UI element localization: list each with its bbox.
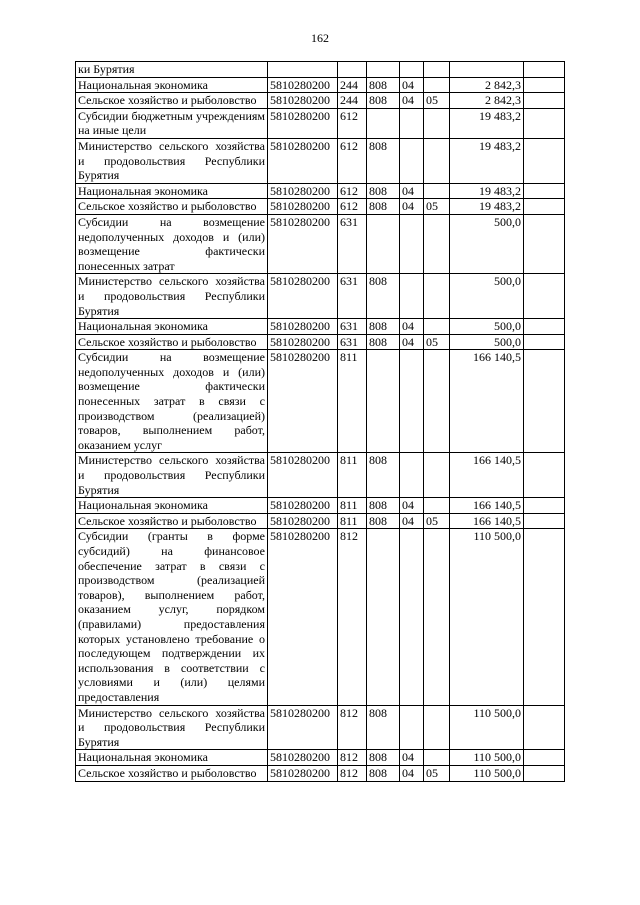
table-row <box>76 453 565 498</box>
row-name: Субсидии на возмещение недополученных доходов и (или) возмещение фактически понесенных затрат в связи с производством (реализацией) товаров, выполнением работ, оказанием услуг <box>76 350 268 453</box>
row-amount-extra <box>524 138 565 183</box>
row-amount-extra <box>524 93 565 109</box>
row-amount-extra <box>524 453 565 498</box>
row-ministry-code: 808 <box>367 93 400 109</box>
row-amount: 166 140,5 <box>450 453 524 498</box>
row-ministry-code: 808 <box>367 750 400 766</box>
row-subsection: 05 <box>424 199 450 215</box>
row-section <box>400 108 424 138</box>
row-section: 04 <box>400 93 424 109</box>
row-section: 04 <box>400 77 424 93</box>
row-ministry-code: 808 <box>367 138 400 183</box>
row-amount-extra <box>524 498 565 514</box>
row-name: Министерство сельского хозяйства и продовольствия Республики Бурятия <box>76 453 268 498</box>
row-subsection <box>424 138 450 183</box>
row-ministry-code: 808 <box>367 319 400 335</box>
row-expense-type: 612 <box>338 199 367 215</box>
row-ministry-code <box>367 108 400 138</box>
row-amount-extra <box>524 62 565 78</box>
row-target-code: 5810280200 <box>268 529 338 705</box>
budget-table-body <box>76 62 565 782</box>
table-row <box>76 108 565 138</box>
row-subsection <box>424 274 450 319</box>
table-row <box>76 705 565 750</box>
row-section <box>400 529 424 705</box>
row-ministry-code: 808 <box>367 513 400 529</box>
row-expense-type: 812 <box>338 765 367 781</box>
row-subsection: 05 <box>424 93 450 109</box>
row-ministry-code: 808 <box>367 77 400 93</box>
row-target-code: 5810280200 <box>268 108 338 138</box>
row-target-code: 5810280200 <box>268 319 338 335</box>
row-name: Сельское хозяйство и рыболовство <box>76 513 268 529</box>
row-amount: 500,0 <box>450 319 524 335</box>
row-name: Национальная экономика <box>76 319 268 335</box>
row-section <box>400 350 424 453</box>
row-expense-type: 811 <box>338 498 367 514</box>
row-amount-extra <box>524 705 565 750</box>
table-row <box>76 765 565 781</box>
row-subsection <box>424 183 450 199</box>
row-amount-extra <box>524 77 565 93</box>
row-amount: 19 483,2 <box>450 199 524 215</box>
row-name: Субсидии на возмещение недополученных доходов и (или) возмещение фактически понесенных затрат <box>76 214 268 273</box>
row-subsection <box>424 108 450 138</box>
row-name: Министерство сельского хозяйства и продовольствия Республики Бурятия <box>76 705 268 750</box>
row-section <box>400 274 424 319</box>
row-expense-type: 811 <box>338 350 367 453</box>
row-subsection <box>424 705 450 750</box>
table-row <box>76 513 565 529</box>
table-row <box>76 77 565 93</box>
row-target-code: 5810280200 <box>268 214 338 273</box>
row-amount: 500,0 <box>450 214 524 273</box>
row-amount-extra <box>524 214 565 273</box>
row-ministry-code <box>367 350 400 453</box>
row-amount-extra <box>524 274 565 319</box>
table-row <box>76 214 565 273</box>
row-subsection <box>424 319 450 335</box>
row-amount: 110 500,0 <box>450 705 524 750</box>
row-target-code: 5810280200 <box>268 334 338 350</box>
row-expense-type: 812 <box>338 529 367 705</box>
row-amount: 500,0 <box>450 274 524 319</box>
row-name: Национальная экономика <box>76 750 268 766</box>
row-subsection <box>424 214 450 273</box>
row-amount: 110 500,0 <box>450 529 524 705</box>
row-name: Национальная экономика <box>76 183 268 199</box>
row-name: Сельское хозяйство и рыболовство <box>76 199 268 215</box>
row-target-code <box>268 62 338 78</box>
row-name: Субсидии бюджетным учреждениям на иные цели <box>76 108 268 138</box>
row-expense-type: 811 <box>338 453 367 498</box>
row-expense-type: 612 <box>338 183 367 199</box>
row-amount: 19 483,2 <box>450 138 524 183</box>
row-amount: 500,0 <box>450 334 524 350</box>
row-subsection <box>424 453 450 498</box>
row-amount: 19 483,2 <box>450 108 524 138</box>
table-row <box>76 334 565 350</box>
row-amount: 2 842,3 <box>450 93 524 109</box>
table-row <box>76 183 565 199</box>
row-subsection <box>424 498 450 514</box>
row-target-code: 5810280200 <box>268 750 338 766</box>
row-expense-type: 612 <box>338 108 367 138</box>
row-amount-extra <box>524 350 565 453</box>
row-amount-extra <box>524 108 565 138</box>
row-ministry-code <box>367 214 400 273</box>
table-row <box>76 62 565 78</box>
row-subsection <box>424 77 450 93</box>
row-name: Сельское хозяйство и рыболовство <box>76 765 268 781</box>
row-name: ки Бурятия <box>76 62 268 78</box>
row-expense-type: 631 <box>338 214 367 273</box>
row-subsection <box>424 529 450 705</box>
row-expense-type: 811 <box>338 513 367 529</box>
row-amount-extra <box>524 513 565 529</box>
row-amount-extra <box>524 529 565 705</box>
table-row <box>76 750 565 766</box>
row-section: 04 <box>400 183 424 199</box>
row-target-code: 5810280200 <box>268 138 338 183</box>
row-name: Министерство сельского хозяйства и продовольствия Республики Бурятия <box>76 274 268 319</box>
row-amount <box>450 62 524 78</box>
table-row <box>76 93 565 109</box>
row-amount-extra <box>524 765 565 781</box>
row-amount-extra <box>524 319 565 335</box>
row-expense-type: 612 <box>338 138 367 183</box>
row-ministry-code <box>367 529 400 705</box>
row-section <box>400 214 424 273</box>
row-name: Министерство сельского хозяйства и продовольствия Республики Бурятия <box>76 138 268 183</box>
row-target-code: 5810280200 <box>268 705 338 750</box>
row-section: 04 <box>400 199 424 215</box>
row-target-code: 5810280200 <box>268 93 338 109</box>
row-subsection: 05 <box>424 765 450 781</box>
row-section <box>400 138 424 183</box>
row-expense-type: 631 <box>338 319 367 335</box>
row-name: Сельское хозяйство и рыболовство <box>76 93 268 109</box>
row-amount: 110 500,0 <box>450 750 524 766</box>
row-section: 04 <box>400 750 424 766</box>
row-expense-type: 244 <box>338 77 367 93</box>
row-target-code: 5810280200 <box>268 513 338 529</box>
row-expense-type: 631 <box>338 334 367 350</box>
row-section: 04 <box>400 513 424 529</box>
row-target-code: 5810280200 <box>268 350 338 453</box>
table-row <box>76 529 565 705</box>
row-section <box>400 705 424 750</box>
row-section: 04 <box>400 498 424 514</box>
row-section <box>400 62 424 78</box>
row-target-code: 5810280200 <box>268 453 338 498</box>
row-expense-type: 812 <box>338 750 367 766</box>
row-amount: 166 140,5 <box>450 513 524 529</box>
row-ministry-code: 808 <box>367 765 400 781</box>
row-target-code: 5810280200 <box>268 498 338 514</box>
table-row <box>76 319 565 335</box>
row-ministry-code: 808 <box>367 199 400 215</box>
row-ministry-code <box>367 62 400 78</box>
table-row <box>76 199 565 215</box>
row-name: Национальная экономика <box>76 498 268 514</box>
row-target-code: 5810280200 <box>268 77 338 93</box>
row-amount-extra <box>524 334 565 350</box>
row-amount: 110 500,0 <box>450 765 524 781</box>
row-section: 04 <box>400 319 424 335</box>
row-subsection <box>424 350 450 453</box>
row-ministry-code: 808 <box>367 334 400 350</box>
table-row <box>76 138 565 183</box>
table-row <box>76 350 565 453</box>
table-row <box>76 498 565 514</box>
row-section: 04 <box>400 334 424 350</box>
row-amount-extra <box>524 199 565 215</box>
row-subsection <box>424 750 450 766</box>
row-amount-extra <box>524 183 565 199</box>
row-expense-type: 631 <box>338 274 367 319</box>
row-expense-type: 812 <box>338 705 367 750</box>
row-name: Субсидии (гранты в форме субсидий) на финансовое обеспечение затрат в связи с производством (реализацией товаров), выполнением работ, оказанием услуг, порядком (правилами) предоставления которых установлено требование о последующем подтверждении их использования в соответствии с условиями и (или) целями предоставления <box>76 529 268 705</box>
row-amount: 166 140,5 <box>450 350 524 453</box>
row-amount: 19 483,2 <box>450 183 524 199</box>
row-subsection: 05 <box>424 334 450 350</box>
row-target-code: 5810280200 <box>268 199 338 215</box>
row-target-code: 5810280200 <box>268 183 338 199</box>
row-expense-type <box>338 62 367 78</box>
row-subsection <box>424 62 450 78</box>
row-ministry-code: 808 <box>367 705 400 750</box>
budget-table <box>75 61 565 782</box>
row-section: 04 <box>400 765 424 781</box>
row-ministry-code: 808 <box>367 498 400 514</box>
row-section <box>400 453 424 498</box>
row-ministry-code: 808 <box>367 453 400 498</box>
row-target-code: 5810280200 <box>268 765 338 781</box>
row-amount-extra <box>524 750 565 766</box>
row-name: Сельское хозяйство и рыболовство <box>76 334 268 350</box>
row-target-code: 5810280200 <box>268 274 338 319</box>
row-amount: 2 842,3 <box>450 77 524 93</box>
row-subsection: 05 <box>424 513 450 529</box>
row-name: Национальная экономика <box>76 77 268 93</box>
table-row <box>76 274 565 319</box>
row-ministry-code: 808 <box>367 183 400 199</box>
page-number: 162 <box>311 31 329 45</box>
row-ministry-code: 808 <box>367 274 400 319</box>
row-amount: 166 140,5 <box>450 498 524 514</box>
row-expense-type: 244 <box>338 93 367 109</box>
